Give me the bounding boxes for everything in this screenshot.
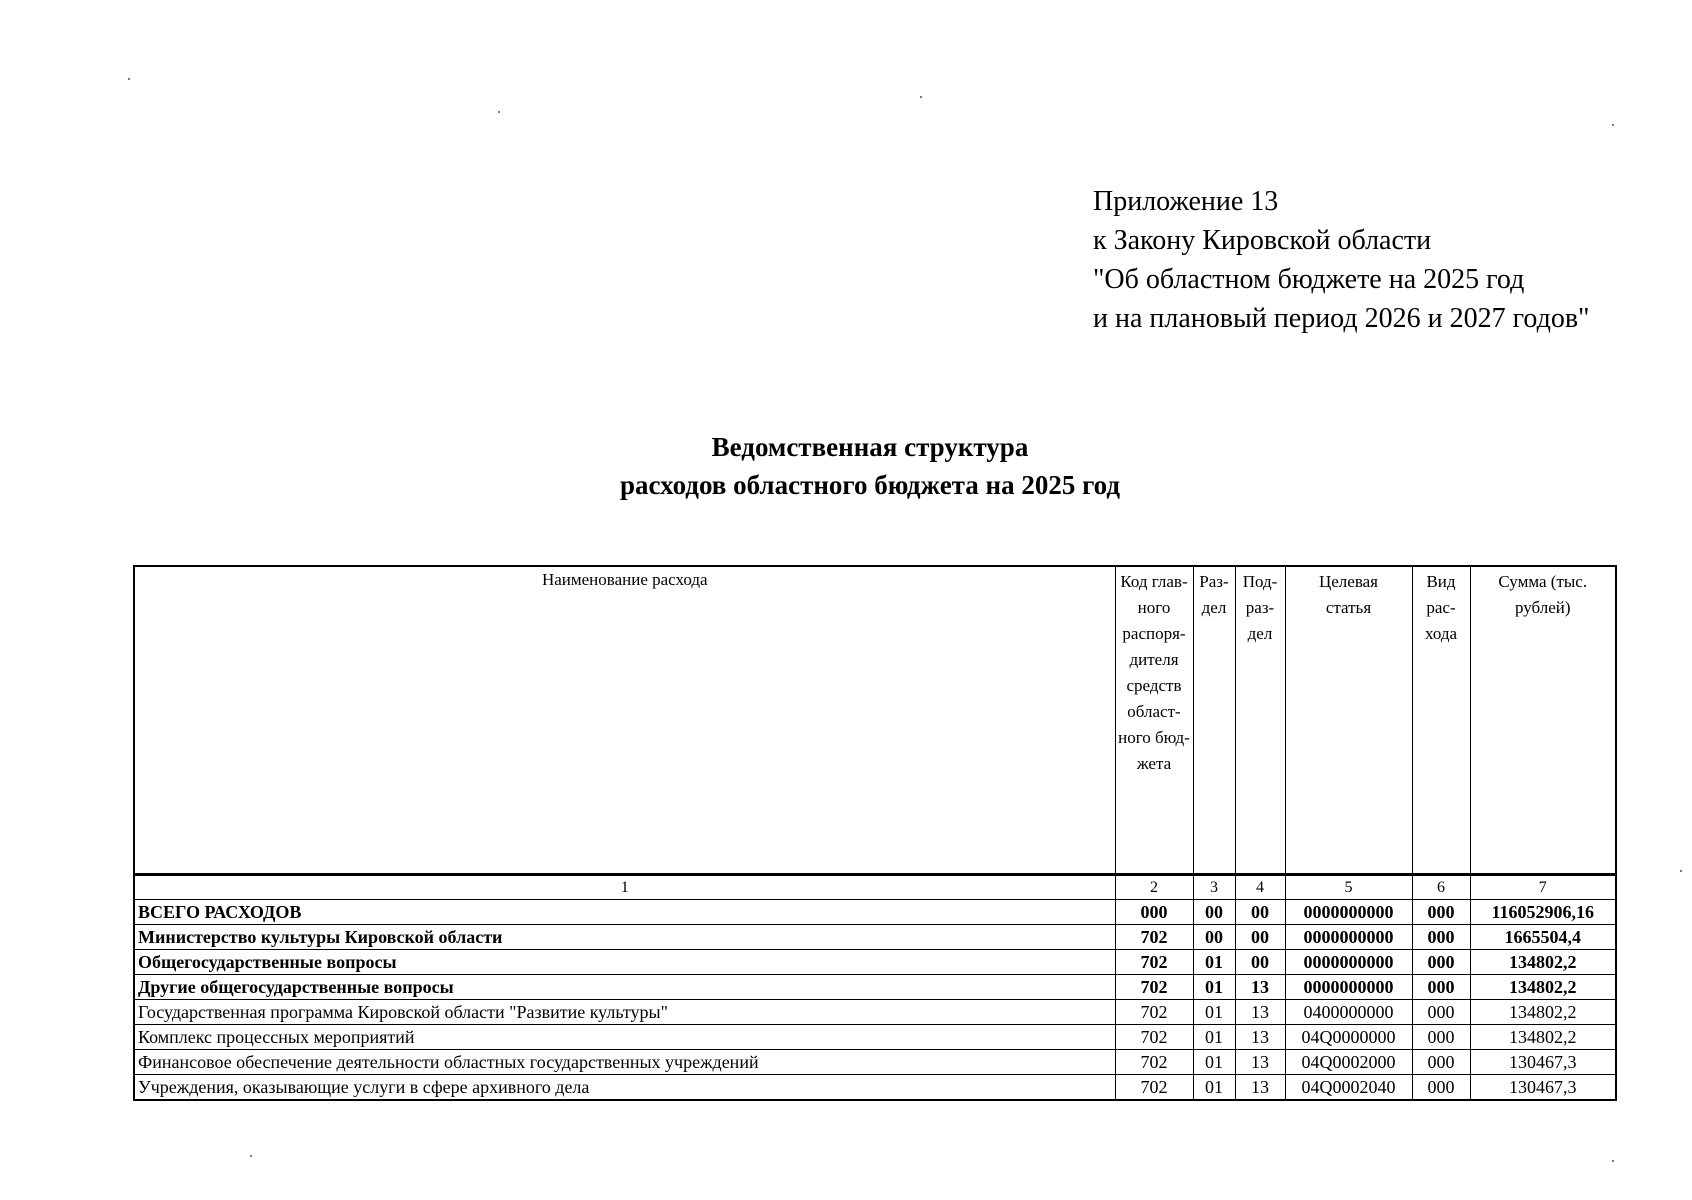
- cell-target: 04Q0000000: [1285, 1025, 1412, 1050]
- cell-name: Другие общегосударственные вопросы: [134, 975, 1115, 1000]
- column-number: 6: [1412, 875, 1470, 900]
- column-number: 1: [134, 875, 1115, 900]
- cell-name: Комплекс процессных мероприятий: [134, 1025, 1115, 1050]
- cell-kind: 000: [1412, 1075, 1470, 1101]
- column-number: 7: [1470, 875, 1616, 900]
- cell-subsection: 13: [1235, 1025, 1285, 1050]
- title-line: расходов областного бюджета на 2025 год: [619, 470, 1121, 500]
- column-number-row: [134, 875, 1616, 900]
- annex-line: к Закону Кировской области: [1093, 225, 1432, 256]
- scan-speck: [1612, 1160, 1614, 1162]
- annex-line: и на плановый период 2026 и 2027 годов": [1093, 303, 1590, 334]
- cell-code: 702: [1115, 925, 1193, 950]
- cell-kind: 000: [1412, 950, 1470, 975]
- cell-section: 01: [1193, 1075, 1235, 1101]
- cell-sum: 130467,3: [1470, 1075, 1616, 1101]
- annex-line: "Об областном бюджете на 2025 год: [1093, 264, 1525, 295]
- cell-sum: 116052906,16: [1470, 900, 1616, 925]
- cell-subsection: 00: [1235, 900, 1285, 925]
- cell-subsection: 13: [1235, 1000, 1285, 1025]
- cell-section: 01: [1193, 975, 1235, 1000]
- cell-subsection: 13: [1235, 1050, 1285, 1075]
- table-row: [134, 925, 1616, 950]
- cell-sum: 134802,2: [1470, 1025, 1616, 1050]
- cell-sum: 130467,3: [1470, 1050, 1616, 1075]
- cell-target: 0400000000: [1285, 1000, 1412, 1025]
- scan-speck: [498, 111, 500, 113]
- scan-speck: [1680, 870, 1682, 872]
- scan-speck: [920, 96, 922, 98]
- cell-sum: 1665504,4: [1470, 925, 1616, 950]
- annex-block: [1093, 182, 1589, 338]
- column-number: 3: [1193, 875, 1235, 900]
- cell-section: 00: [1193, 900, 1235, 925]
- table-row: [134, 950, 1616, 975]
- cell-target: 0000000000: [1285, 925, 1412, 950]
- document-title: [0, 428, 1692, 504]
- table-row: [134, 975, 1616, 1000]
- scan-speck: [250, 1155, 252, 1157]
- cell-section: 01: [1193, 1050, 1235, 1075]
- cell-target: 0000000000: [1285, 950, 1412, 975]
- cell-kind: 000: [1412, 900, 1470, 925]
- cell-code: 702: [1115, 975, 1193, 1000]
- cell-section: 01: [1193, 1025, 1235, 1050]
- cell-subsection: 00: [1235, 925, 1285, 950]
- cell-kind: 000: [1412, 925, 1470, 950]
- cell-code: 702: [1115, 950, 1193, 975]
- cell-kind: 000: [1412, 1050, 1470, 1075]
- cell-code: 702: [1115, 1075, 1193, 1101]
- budget-table: [133, 565, 1617, 1101]
- cell-target: 04Q0002000: [1285, 1050, 1412, 1075]
- cell-kind: 000: [1412, 975, 1470, 1000]
- cell-kind: 000: [1412, 1000, 1470, 1025]
- table-row: [134, 900, 1616, 925]
- scan-speck: [1612, 124, 1614, 126]
- cell-code: 702: [1115, 1000, 1193, 1025]
- table-row: [134, 1025, 1616, 1050]
- cell-code: 702: [1115, 1025, 1193, 1050]
- cell-section: 01: [1193, 1000, 1235, 1025]
- cell-target: 04Q0002040: [1285, 1075, 1412, 1101]
- cell-name: Общегосударственные вопросы: [134, 950, 1115, 975]
- cell-name: ВСЕГО РАСХОДОВ: [134, 900, 1115, 925]
- header-row: [134, 566, 1616, 875]
- column-number: 2: [1115, 875, 1193, 900]
- cell-code: 000: [1115, 900, 1193, 925]
- cell-sum: 134802,2: [1470, 950, 1616, 975]
- cell-subsection: 13: [1235, 975, 1285, 1000]
- header-kind: Вид рас-хода: [1412, 566, 1470, 875]
- header-target: Целевая статья: [1285, 566, 1412, 875]
- column-number: 4: [1235, 875, 1285, 900]
- table-row: [134, 1050, 1616, 1075]
- header-section: Раз-дел: [1193, 566, 1235, 875]
- header-name: Наименование расхода: [134, 566, 1115, 875]
- title-line: Ведомственная структура: [711, 432, 1029, 462]
- cell-section: 01: [1193, 950, 1235, 975]
- cell-target: 0000000000: [1285, 900, 1412, 925]
- cell-sum: 134802,2: [1470, 975, 1616, 1000]
- annex-line: Приложение 13: [1093, 186, 1279, 217]
- cell-kind: 000: [1412, 1025, 1470, 1050]
- cell-name: Учреждения, оказывающие услуги в сфере архивного дела: [134, 1075, 1115, 1101]
- cell-name: Государственная программа Кировской области "Развитие культуры": [134, 1000, 1115, 1025]
- cell-section: 00: [1193, 925, 1235, 950]
- header-code: Код глав-ного распоря-дителя средств област-ного бюд-жета: [1115, 566, 1193, 875]
- cell-name: Министерство культуры Кировской области: [134, 925, 1115, 950]
- cell-target: 0000000000: [1285, 975, 1412, 1000]
- table-row: [134, 1000, 1616, 1025]
- cell-name: Финансовое обеспечение деятельности областных государственных учреждений: [134, 1050, 1115, 1075]
- header-sum: Сумма (тыс. рублей): [1470, 566, 1616, 875]
- cell-code: 702: [1115, 1050, 1193, 1075]
- cell-subsection: 00: [1235, 950, 1285, 975]
- header-subsection: Под-раз-дел: [1235, 566, 1285, 875]
- column-number: 5: [1285, 875, 1412, 900]
- table-row: [134, 1075, 1616, 1101]
- cell-subsection: 13: [1235, 1075, 1285, 1101]
- cell-sum: 134802,2: [1470, 1000, 1616, 1025]
- scan-speck: [128, 78, 130, 80]
